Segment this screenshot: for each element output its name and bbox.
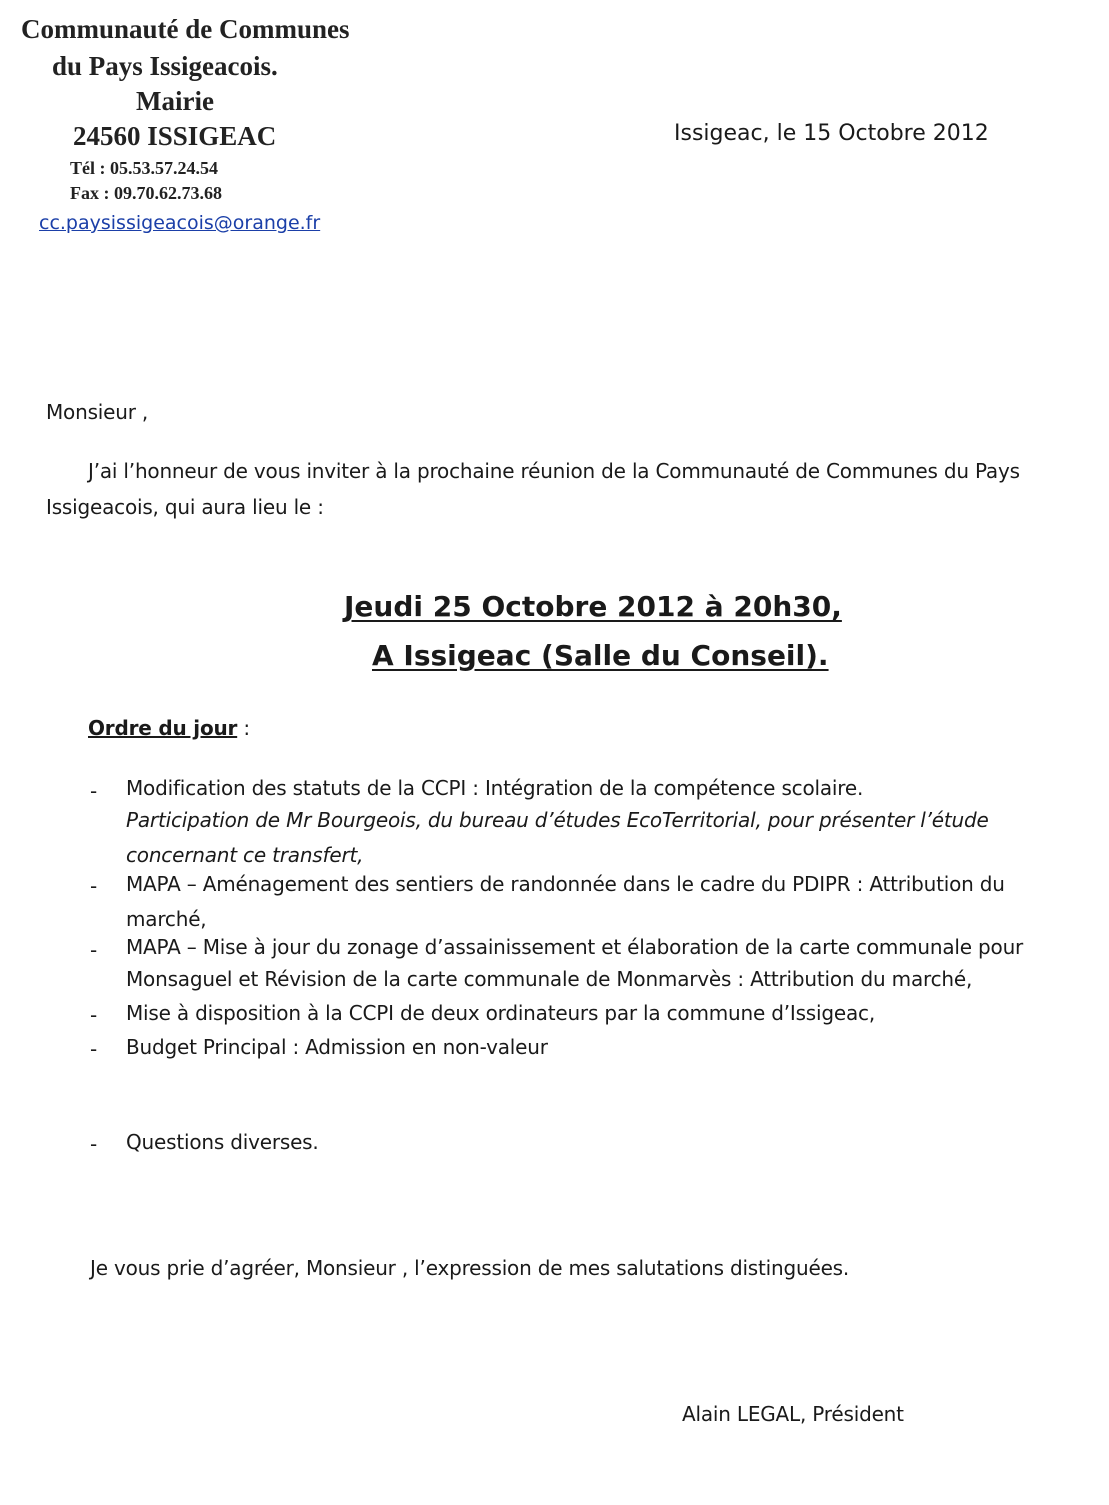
letterhead-org-name: Communauté de Communes (21, 14, 350, 44)
agenda-item-6: Questions diverses. (126, 1130, 319, 1154)
letterhead-org-region: du Pays Issigeacois. (52, 51, 278, 81)
closing-formula: Je vous prie d’agréer, Monsieur , l’expression de mes salutations distinguées. (90, 1256, 850, 1280)
agenda-bullet-1: - (90, 779, 98, 803)
signature: Alain LEGAL, Président (682, 1402, 904, 1426)
agenda-bullet-5: - (90, 1037, 98, 1061)
intro-line-2: Issigeacois, qui aura lieu le : (46, 495, 324, 519)
agenda-item-4: Mise à disposition à la CCPI de deux ordinateurs par la commune d’Issigeac, (126, 1001, 875, 1025)
intro-line-1: J’ai l’honneur de vous inviter à la prochaine réunion de la Communauté de Communes du Pays (88, 459, 1020, 483)
agenda-bullet-4: - (90, 1003, 98, 1027)
agenda-bullet-3: - (90, 938, 98, 962)
salutation: Monsieur , (46, 400, 149, 424)
letterhead-mairie: Mairie (136, 86, 214, 116)
meeting-location: A Issigeac (Salle du Conseil). (372, 639, 829, 672)
agenda-item-1-line-3: concernant ce transfert, (126, 843, 364, 867)
letter-date: Issigeac, le 15 Octobre 2012 (674, 121, 989, 146)
letterhead-phone: Tél : 05.53.57.24.54 (70, 158, 218, 178)
agenda-item-2-line-1: MAPA – Aménagement des sentiers de randonnée dans le cadre du PDIPR : Attribution du (126, 872, 1005, 896)
agenda-bullet-2: - (90, 874, 98, 898)
agenda-item-2-line-2: marché, (126, 907, 207, 931)
agenda-heading (88, 716, 250, 740)
letterhead-fax: Fax : 09.70.62.73.68 (70, 183, 222, 203)
agenda-item-3-line-1: MAPA – Mise à jour du zonage d’assainissement et élaboration de la carte communale pour (126, 935, 1024, 959)
agenda-item-1-line-2: Participation de Mr Bourgeois, du bureau d’études EcoTerritorial, pour présenter l’étude (126, 808, 989, 832)
meeting-datetime: Jeudi 25 Octobre 2012 à 20h30, (344, 590, 842, 623)
agenda-item-1-line-1: Modification des statuts de la CCPI : Intégration de la compétence scolaire. (126, 776, 864, 800)
agenda-heading-colon: : (237, 716, 250, 740)
letterhead-email-link[interactable]: cc.paysissigeacois@orange.fr (39, 212, 321, 234)
agenda-item-3-line-2: Monsaguel et Révision de la carte communale de Monmarvès : Attribution du marché, (126, 967, 973, 991)
letterhead-postal-city: 24560 ISSIGEAC (73, 121, 277, 151)
agenda-heading-label: Ordre du jour (88, 716, 238, 740)
agenda-bullet-6: - (90, 1132, 98, 1156)
agenda-item-5: Budget Principal : Admission en non-valeur (126, 1035, 548, 1059)
